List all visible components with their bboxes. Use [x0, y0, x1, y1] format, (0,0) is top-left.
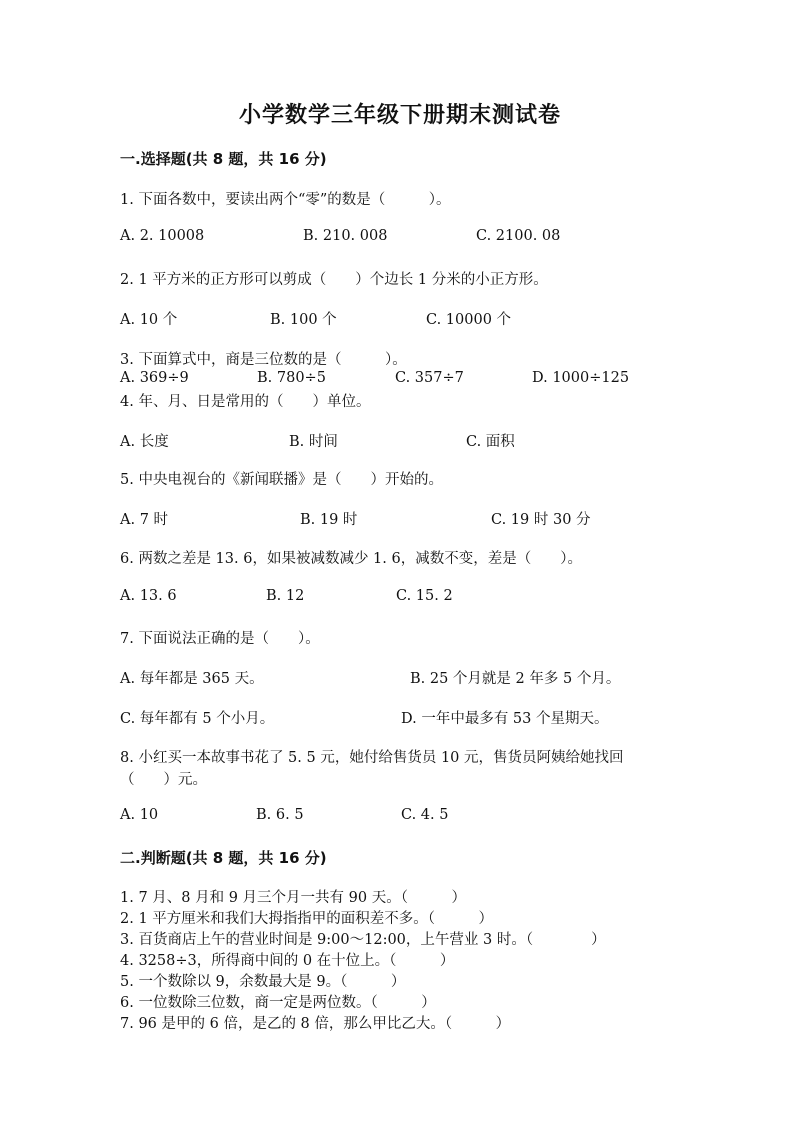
option-b: B. 25 个月就是 2 年多 5 个月。: [410, 671, 621, 687]
question-stem: 4. 年、月、日是常用的（ ）单位。: [120, 394, 371, 410]
option-c: C. 15. 2: [396, 588, 453, 604]
option-a: A. 10: [120, 807, 159, 823]
option-c: C. 每年都有 5 个小月。: [120, 711, 275, 727]
option-a: A. 369÷9: [120, 370, 189, 386]
option-a: A. 7 时: [120, 512, 169, 528]
section-heading-judgment: 二.判断题(共 8 题，共 16 分): [120, 849, 327, 867]
question-stem: 5. 中央电视台的《新闻联播》是（ ）开始的。: [120, 472, 443, 488]
option-a: A. 每年都是 365 天。: [120, 671, 264, 687]
question-stem-continued: （ ）元。: [120, 772, 207, 788]
judgment-item: 1. 7 月、8 月和 9 月三个月一共有 90 天。（ ）: [120, 890, 466, 906]
question-stem: 2. 1 平方米的正方形可以剪成（ ）个边长 1 分米的小正方形。: [120, 272, 548, 288]
option-b: B. 6. 5: [256, 807, 304, 823]
question-stem: 8. 小红买一本故事书花了 5. 5 元，她付给售货员 10 元，售货员阿姨给她找回: [120, 750, 624, 766]
judgment-item: 2. 1 平方厘米和我们大拇指指甲的面积差不多。（ ）: [120, 911, 494, 927]
option-c: C. 4. 5: [401, 807, 449, 823]
option-b: B. 时间: [289, 434, 338, 450]
question-stem: 6. 两数之差是 13. 6，如果被减数减少 1. 6，减数不变，差是（ ）。: [120, 551, 582, 567]
question-stem: 1. 下面各数中，要读出两个“零”的数是（ ）。: [120, 192, 451, 208]
option-a: A. 10 个: [120, 312, 178, 328]
option-a: A. 13. 6: [120, 588, 177, 604]
judgment-item: 3. 百货商店上午的营业时间是 9:00～12:00，上午营业 3 时。（ ）: [120, 932, 606, 948]
option-b: B. 780÷5: [257, 370, 326, 386]
option-c: C. 面积: [466, 434, 515, 450]
option-b: B. 100 个: [270, 312, 337, 328]
option-d: D. 1000÷125: [532, 370, 630, 386]
section-heading-choice: 一.选择题(共 8 题，共 16 分): [120, 150, 327, 168]
option-c: C. 2100. 08: [476, 228, 561, 244]
judgment-item: 6. 一位数除三位数，商一定是两位数。（ ）: [120, 995, 436, 1011]
option-b: B. 12: [266, 588, 305, 604]
judgment-item: 4. 3258÷3，所得商中间的 0 在十位上。（ ）: [120, 953, 455, 969]
judgment-item: 5. 一个数除以 9，余数最大是 9。（ ）: [120, 974, 406, 990]
option-c: C. 10000 个: [426, 312, 512, 328]
page-title: 小学数学三年级下册期末测试卷: [238, 103, 561, 128]
option-d: D. 一年中最多有 53 个星期天。: [401, 711, 609, 727]
option-c: C. 19 时 30 分: [491, 512, 591, 528]
option-b: B. 210. 008: [303, 228, 388, 244]
judgment-item: 7. 96 是甲的 6 倍，是乙的 8 倍，那么甲比乙大。（ ）: [120, 1016, 511, 1032]
question-stem: 3. 下面算式中，商是三位数的是（ ）。: [120, 352, 407, 368]
option-b: B. 19 时: [300, 512, 358, 528]
option-a: A. 2. 10008: [120, 228, 205, 244]
question-stem: 7. 下面说法正确的是（ ）。: [120, 631, 320, 647]
option-c: C. 357÷7: [395, 370, 464, 386]
option-a: A. 长度: [120, 434, 169, 450]
